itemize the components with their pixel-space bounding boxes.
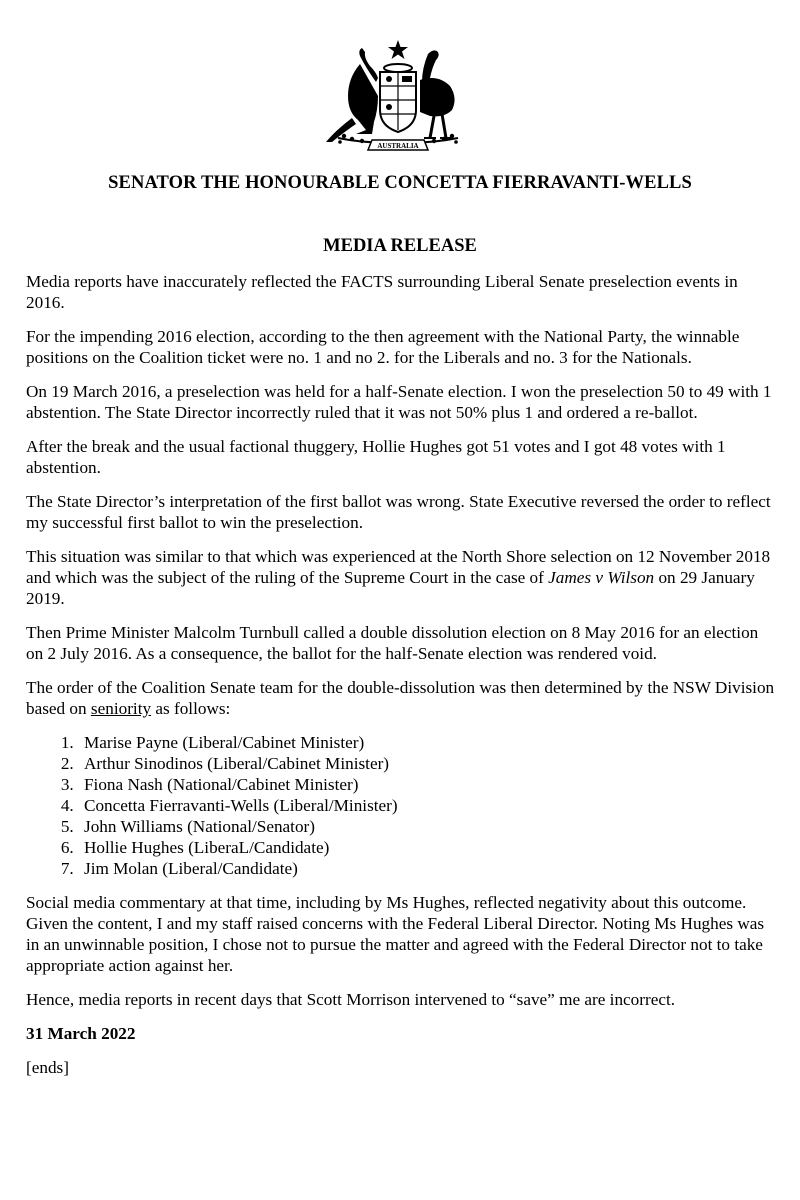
list-item: 6. Hollie Hughes (LiberaL/Candidate)	[78, 837, 778, 858]
paragraph-8-text: The order of the Coalition Senate team for the double-dissolution was then determined by the NSW Division based on	[26, 678, 775, 718]
paragraph-3: On 19 March 2016, a preselection was held for a half-Senate election. I won the preselection 50 to 49 with 1 abstention. The State Director incorrectly ruled that it was not 50% plus 1 and ordered a re-ballot.	[26, 382, 772, 422]
page-title: MEDIA RELEASE	[323, 236, 477, 256]
ends-marker: [ends]	[26, 1058, 69, 1077]
coat-of-arms-icon	[318, 38, 478, 158]
paragraph-6	[26, 546, 778, 609]
paragraph-10: Hence, media reports in recent days that Scott Morrison intervened to “save” me are incorrect.	[26, 990, 676, 1009]
release-body	[26, 271, 778, 1091]
list-item: 7. Jim Molan (Liberal/Candidate)	[78, 858, 778, 879]
paragraph-4: After the break and the usual factional thuggery, Hollie Hughes got 51 votes and I got 48 votes with 1 abstention.	[26, 437, 726, 477]
paragraph-9: Social media commentary at that time, including by Ms Hughes, reflected negativity about this outcome. Given the content, I and my staff raised concerns with the Federal Liberal Director. Noting Ms Hughes was in an unwinnable position, I chose not to pursue the matter and agreed with the Federal Director not to take appropriate action against her.	[26, 893, 765, 975]
list-item: 2. Arthur Sinodinos (Liberal/Cabinet Minister)	[78, 753, 778, 774]
seniority-underlined: seniority	[90, 699, 152, 718]
list-item: 3. Fiona Nash (National/Cabinet Minister)	[78, 774, 778, 795]
paragraph-5: The State Director’s interpretation of the first ballot was wrong. State Executive reversed the order to reflect my successful first ballot to win the preselection.	[26, 492, 771, 532]
paragraph-6-text: This situation was similar to that which was experienced at the North Shore selection on 12 November 2018 and which was the subject of the ruling of the Supreme Court in the case of	[26, 547, 771, 587]
svg-text:AUSTRALIA: AUSTRALIA	[377, 142, 419, 150]
senator-heading: SENATOR THE HONOURABLE CONCETTA FIERRAVANTI-WELLS	[108, 173, 692, 193]
paragraph-8-end: as follows:	[151, 699, 231, 718]
paragraph-1: Media reports have inaccurately reflected the FACTS surrounding Liberal Senate preselection events in 2016.	[26, 272, 738, 312]
paragraph-2: For the impending 2016 election, according to the then agreement with the National Party, the winnable positions on the Coalition ticket were no. 1 and no 2. for the Liberals and no. 3 for the Nationals.	[26, 327, 740, 367]
paragraph-7: Then Prime Minister Malcolm Turnbull called a double dissolution election on 8 May 2016 for an election on 2 July 2016. As a consequence, the ballot for the half-Senate election was rendered void.	[26, 623, 759, 663]
paragraph-6-end: on 29 January 2019.	[26, 568, 755, 608]
senate-team-list	[26, 732, 778, 879]
list-item: 5. John Williams (National/Senator)	[78, 816, 778, 837]
case-name: James v Wilson	[548, 568, 655, 587]
release-date: 31 March 2022	[26, 1024, 136, 1043]
list-item: 4. Concetta Fierravanti-Wells (Liberal/Minister)	[78, 795, 778, 816]
paragraph-8	[26, 677, 778, 719]
list-item: 1. Marise Payne (Liberal/Cabinet Minister)	[78, 732, 778, 753]
